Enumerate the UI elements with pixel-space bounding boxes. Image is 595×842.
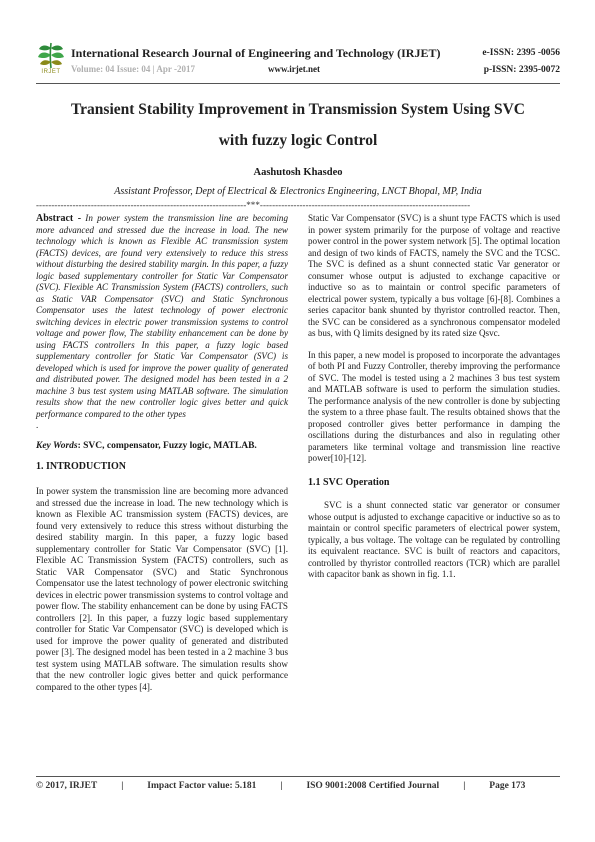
journal-name: International Research Journal of Engineering and Technology (IRJET) — [71, 46, 441, 60]
footer-divider: | — [121, 781, 124, 791]
footer-copyright: © 2017, IRJET — [36, 781, 98, 791]
abstract — [36, 213, 288, 420]
keywords-text: : SVC, compensator, Fuzzy logic, MATLAB. — [77, 441, 257, 451]
e-issn: e-ISSN: 2395 -0056 — [482, 48, 560, 58]
subsection-heading-svc-operation: 1.1 SVC Operation — [308, 476, 390, 488]
footer-iso: ISO 9001:2008 Certified Journal — [306, 781, 440, 791]
logo-text: IRJET — [41, 69, 61, 75]
left-column — [36, 213, 288, 703]
header-rule — [36, 83, 560, 84]
abstract-text: In power system the transmission line are becoming more advanced and stressed due the increase in load. The new technology which is known as Flexible AC transmission system (FACTS) devices, are found very extensively to reduce this stress without disturbing the desired stability margin. In this paper, a fuzzy logic based supplementary controller for Static Var Compensator (SVC). Flexible AC Transmission System (FACTS) controllers, such as Static VAR Compensator (SVC) and Static Synchronous Compensator uses the latest technology of power electronic switching devices in electric power transmission systems to control voltage and power flow, The stability enhancement can be done by using FACTS controllers In this paper, a fuzzy logic based supplementary controller for Static Var Compensator (SVC) is developed which is used for improve the power quality of generated and distributed power. The designed model has been tested in a 2 machine 3 bus test system using MATLAB software. The simulation results show that the new controller logic gives better and quick performance compared to the other types — [36, 213, 288, 419]
svc-operation-paragraph: SVC is a shunt connected static var generator or consumer whose output is adjusted to exchange capacitive or inductive so as to maintain or control specific parameters of electrical power system, typically, a bus voltage. The voltage can be regulated by controlling its equivalent reactance. SVC is built of reactors and capacitors, controlled by thyristor controlled reactors (TCR) which are parallel with capacitor bank as shown in fig. 1.1. — [308, 500, 560, 579]
abstract-label: Abstract - — [36, 213, 82, 224]
journal-header — [36, 40, 560, 82]
author-name: Aashutosh Khasdeo — [253, 167, 343, 178]
proposed-model-paragraph: In this paper, a new model is proposed to incorporate the advantages of both PI and Fuzzy Controller, thereby improving the performance of SVC. The model is tested using a 2 machines 3 bus test system and MATLAB software is used to perform the simulation studies. The performance analysis of the new controller is done by subjecting the system to a three phase fault. The results obtained shows that the proposed controller gives better performance in damping the oscillations during the disturbances and also in regulating other parameters like terminal voltage and transmission line reactive power[10]-[12]. — [308, 349, 560, 463]
footer-page-number: Page 173 — [489, 781, 526, 791]
footer-rule — [36, 776, 560, 777]
journal-website[interactable]: www.irjet.net — [268, 64, 320, 74]
title-line-2: with fuzzy logic Control — [218, 132, 378, 149]
separator-line: ---------------------------------------------------------------------***--------------------------------------------------------------------- — [36, 200, 471, 210]
section-heading-introduction: 1. INTRODUCTION — [36, 460, 127, 472]
irjet-logo — [36, 40, 66, 80]
volume-issue: Volume: 04 Issue: 04 | Apr -2017 — [71, 64, 195, 74]
footer-divider: | — [463, 781, 466, 791]
abstract-dot: . — [36, 420, 39, 430]
keywords — [36, 441, 288, 453]
title-line-1: Transient Stability Improvement in Transmission System Using SVC — [70, 101, 525, 118]
footer-impact-factor: Impact Factor value: 5.181 — [147, 781, 257, 791]
author-affiliation: Assistant Professor, Dept of Electrical & Electronics Engineering, LNCT Bhopal, MP, India — [114, 186, 482, 197]
page-footer — [36, 781, 560, 791]
keywords-label: Key Words — [36, 441, 78, 451]
leaf-logo-icon — [36, 40, 66, 70]
introduction-text: In power system the transmission line are becoming more advanced and stressed due the increase in load. The new technology which is known as Flexible AC transmission system (FACTS) devices, are found very extensively to reduce this stress without disturbing the desired stability margin. In this paper, a fuzzy logic based supplementary controller for Static Var Compensator (SVC) [1]. Flexible AC Transmission System (FACTS) controllers, such as Static VAR Compensator (SVC) and Static Synchronous Compensator use the latest technology of power electronic switching devices in electric power transmission systems to control voltage and power flow. The stability enhancement can be done by using FACTS controllers [2]. In this paper, a fuzzy logic based supplementary controller for Static Var Compensator (SVC) is developed which is used for improve the power quality of generated and distributed power [3]. The designed model has been tested in a 2 machine 3 bus test system using MATLAB software. The simulation results show that the new controller logic gives better and quick performance compared to the other types [4]. — [36, 486, 288, 692]
paper-title — [36, 94, 560, 156]
p-issn: p-ISSN: 2395-0072 — [483, 65, 560, 75]
right-column — [308, 213, 560, 591]
footer-divider: | — [280, 781, 283, 791]
svc-description-paragraph: Static Var Compensator (SVC) is a shunt type FACTS which is used in power system primarily for the purpose of voltage and reactive power control in the power system network [5]. The optimal location and design of two kinds of FACTS, namely the SVC and the TCSC. The SVC is defined as a shunt connected static Var generator or consumer whose output is adjusted to exchange capacitive or inductive so as to maintain or control specific parameters of electrical power system, typically a bus voltage [6]-[8]. Combines a series capacitor bank shunted by thyristor controlled reactor. Then, the SVC can be considered as a synchronous compensator modeled as bus, with Q limits designed by its rated size Qsvc. — [308, 213, 560, 338]
